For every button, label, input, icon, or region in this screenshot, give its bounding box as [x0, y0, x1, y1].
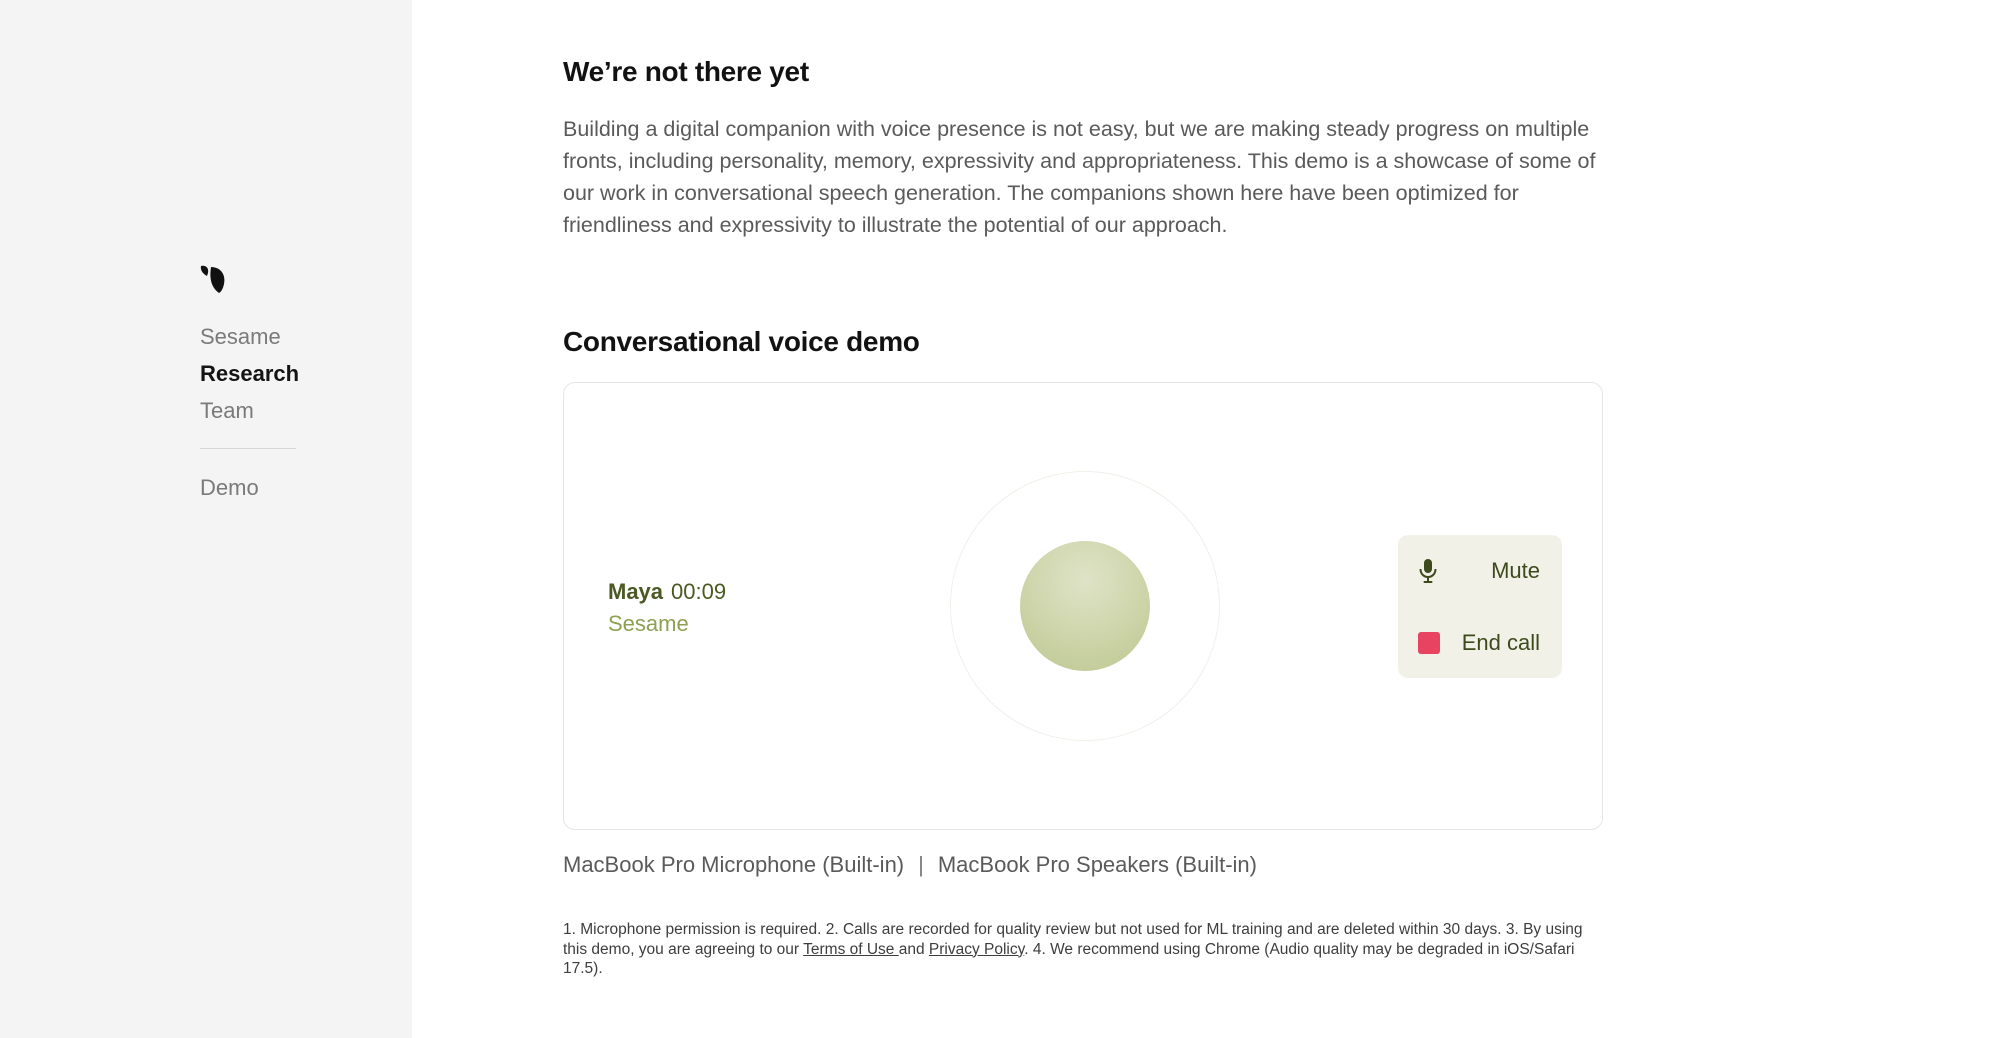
- footnote-part2: . 4. We recommend using Chrome (Audio quality may be degraded in iOS/Safari 17.5).: [563, 940, 1575, 977]
- sidebar-nav: [200, 318, 299, 506]
- microphone-icon: [1418, 558, 1438, 584]
- call-timer: 00:09: [671, 579, 727, 604]
- voice-orb: [1020, 541, 1150, 671]
- nav-divider: [200, 448, 296, 449]
- mute-button[interactable]: [1418, 551, 1540, 591]
- nav-item-demo[interactable]: Demo: [200, 475, 259, 500]
- sidebar: [0, 0, 412, 1038]
- voice-demo-card: [563, 382, 1603, 830]
- section-body-text: Building a digital companion with voice presence is not easy, but we are making steady progress on multiple fronts, including personality, memory, expressivity and appropriateness. This demo is a showcase of some of our work in conversational speech generation. The companions shown here have been optimized for friendliness and expressivity to illustrate the potential of our approach.: [563, 117, 1596, 237]
- sesame-logo-icon[interactable]: [200, 264, 228, 294]
- section-title-voice-demo: Conversational voice demo: [563, 326, 920, 357]
- caller-org: Sesame: [608, 611, 689, 636]
- caller-info: [608, 579, 726, 637]
- nav-item-research[interactable]: Research: [200, 361, 300, 386]
- nav-item-team[interactable]: Team: [200, 398, 254, 423]
- microphone-device[interactable]: MacBook Pro Microphone (Built-in): [563, 852, 905, 877]
- footnote-part1: 1. Microphone permission is required. 2. Calls are recorded for quality review but not used for ML training and are deleted within 30 days. 3. By using this demo, you are agreeing to our: [563, 921, 1583, 958]
- section-title-not-there-yet: We’re not there yet: [563, 56, 809, 87]
- speakers-device[interactable]: MacBook Pro Speakers (Built-in): [937, 852, 1257, 877]
- nav-item-sesame[interactable]: Sesame: [200, 324, 281, 349]
- footnote-between: and: [898, 940, 929, 958]
- device-separator: |: [918, 852, 924, 877]
- caller-line: [608, 579, 726, 605]
- disclaimer-footnote: [563, 920, 1603, 979]
- audio-devices: [563, 852, 1257, 878]
- mute-label: Mute: [1491, 558, 1540, 583]
- end-call-label: End call: [1461, 630, 1540, 655]
- call-controls: [1398, 535, 1562, 678]
- stop-square-icon: [1418, 632, 1440, 654]
- caller-name: Maya: [608, 579, 664, 604]
- end-call-button[interactable]: [1418, 623, 1540, 663]
- privacy-policy-link[interactable]: Privacy Policy: [928, 940, 1025, 958]
- terms-of-use-link[interactable]: Terms of Use: [803, 940, 899, 958]
